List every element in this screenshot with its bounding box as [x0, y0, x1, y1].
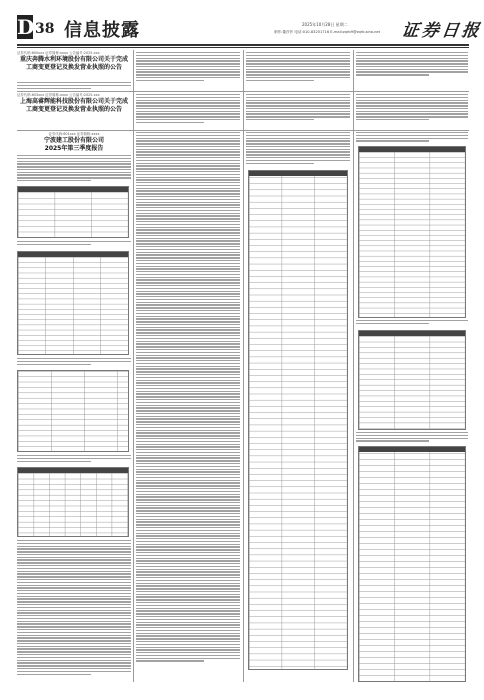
financial-table-col-4-c [358, 446, 466, 682]
page-number: 38 [35, 21, 55, 37]
report-body-col-2 [136, 132, 240, 682]
newspaper-logo: 证券日报 [400, 21, 484, 41]
announcement-1-body-col-4 [356, 52, 468, 90]
report-text-col-4-mid [356, 320, 468, 328]
masthead-rule-thin [17, 47, 469, 48]
financial-table-4 [17, 467, 129, 537]
financial-table-2 [17, 251, 129, 355]
announcement-3-heading [34, 132, 114, 154]
financial-table-col-4-b [358, 330, 466, 430]
section-title: 信息披露 [64, 20, 140, 41]
report-text-col-3-top [246, 132, 350, 168]
announcement-1-code-line: 证券代码:600xxx 证券简称:xxxx 公告编号:2025-xxx [17, 51, 100, 55]
announcement-2-code-line: 证券代码:603xxx 证券简称:xxxx 公告编号:2025-xxx [17, 93, 100, 97]
report-text-col-4-low [356, 432, 468, 444]
masthead [0, 0, 484, 44]
report-text-col-4-top [356, 132, 468, 144]
announcement-1-body-col-3 [246, 52, 350, 90]
financial-table-1 [17, 186, 129, 238]
announcement-2-title-line-2: 工商变更登记及换发营业执照的公告 [25, 105, 122, 113]
report-text-3 [17, 358, 131, 368]
announcement-2-body-col-3 [246, 94, 350, 128]
announcement-1-heading [17, 51, 131, 85]
announcement-2-body-col-2 [136, 94, 240, 128]
announcement-3-code-line: 证券代码:601xxx 证券简称:xxxx [48, 132, 100, 136]
announcement-2-body-col-4 [356, 94, 468, 128]
announcement-1-title-line-1: 重庆奔腾水利环境股份有限公司关于完成 [19, 56, 128, 63]
column-divider-2 [243, 50, 244, 682]
editor-contact: 制作:董莎莎 电话:010-83251716 E-mail:zqrb9@zqrb.sina.net [274, 30, 381, 34]
report-text-5 [17, 540, 131, 682]
announcement-1-title-line-2: 工商变更登记及换发营业执照的公告 [25, 63, 122, 71]
financial-table-col-4-a [358, 146, 466, 318]
announcement-1-body-col-2 [136, 52, 240, 90]
column-divider-3 [353, 50, 354, 682]
report-text-4 [17, 455, 131, 465]
announcement-3-title-line-2: 2025年第三季度报告 [44, 144, 104, 152]
issue-date: 2025年10月28日 星期二 [302, 22, 348, 27]
financial-table-3 [17, 370, 129, 452]
report-text-2 [17, 241, 131, 249]
column-divider-1 [133, 50, 134, 682]
financial-table-col-3 [248, 170, 348, 670]
masthead-rule [17, 44, 469, 46]
announcement-3-title-line-1: 宁波建工股份有限公司 [43, 137, 104, 144]
report-intro-text [17, 155, 131, 185]
announcement-2-title-line-1: 上海高睿辉能科技股份有限公司关于完成 [19, 98, 128, 105]
announcement-2-heading [17, 93, 131, 127]
section-letter-badge: D [17, 15, 35, 39]
